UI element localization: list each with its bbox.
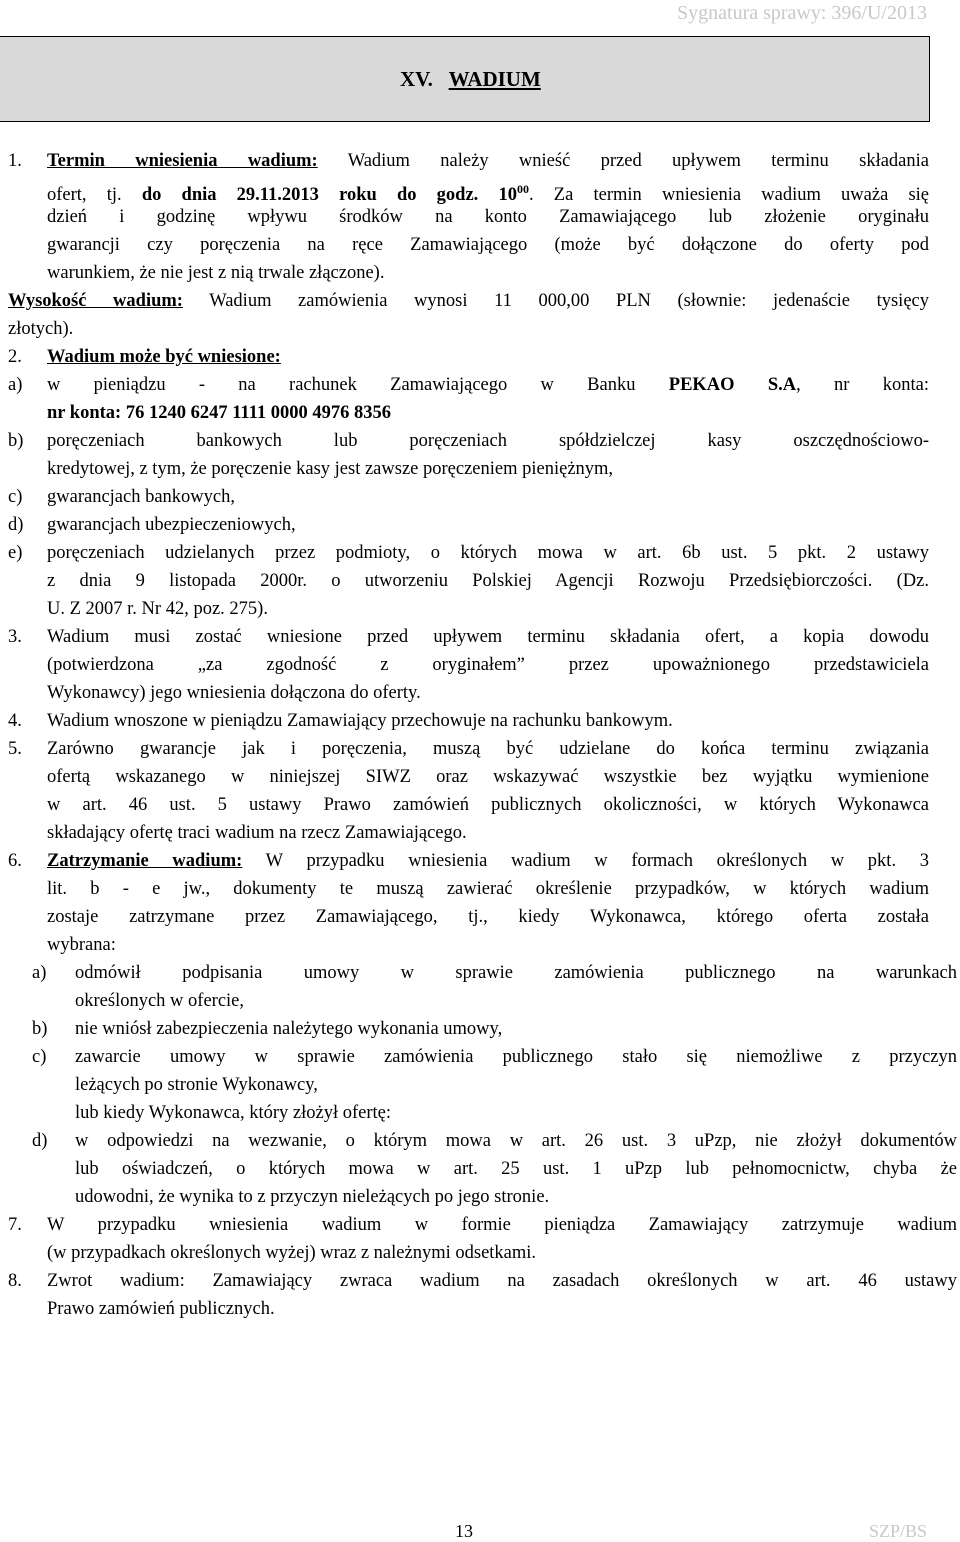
- item-number: 7.: [8, 1215, 22, 1235]
- list-item: gwarancjach bankowych,: [47, 487, 235, 507]
- paragraph-line: dzień i godzinę wpływu środków na konto Zamawiającego lub złożenie oryginału: [47, 207, 929, 227]
- paragraph-line: W przypadku wniesienia wadium w formie pieniądza Zamawiający zatrzymuje wadium: [47, 1215, 957, 1235]
- list-letter: b): [32, 1019, 48, 1039]
- list-item: gwarancjach ubezpieczeniowych,: [47, 515, 296, 535]
- list-item: kredytowej, z tym, że poręczenie kasy jest zawsze poręczeniem pieniężnym,: [47, 459, 614, 479]
- item-number: 3.: [8, 627, 22, 647]
- paragraph-line: wybrana:: [47, 935, 116, 955]
- paragraph-line: (potwierdzona „za zgodność z oryginałem” przez upoważnionego przedstawiciela: [47, 655, 929, 675]
- list-item: z dnia 9 listopada 2000r. o utworzeniu Polskiej Agencji Rozwoju Przedsiębiorczości. (Dz.: [47, 571, 929, 591]
- item-number: 4.: [8, 711, 22, 731]
- paragraph-line: w art. 46 ust. 5 ustawy Prawo zamówień publicznych okoliczności, w których Wykonawca: [47, 795, 929, 815]
- list-letter: d): [8, 515, 24, 535]
- list-item: zawarcie umowy w sprawie zamówienia publicznego stało się niemożliwe z przyczyn: [75, 1047, 957, 1067]
- paragraph-line: Zarówno gwarancje jak i poręczenia, muszą być udzielane do końca terminu związania: [47, 739, 929, 759]
- list-letter: d): [32, 1131, 48, 1151]
- paragraph-line: zostaje zatrzymane przez Zamawiającego, tj., kiedy Wykonawca, którego oferta została: [47, 907, 929, 927]
- list-letter: a): [32, 963, 47, 983]
- item-number: 1.: [8, 151, 22, 171]
- list-letter: c): [32, 1047, 47, 1067]
- section-header: [0, 36, 930, 122]
- paragraph-line: warunkiem, że nie jest z nią trwale złączone).: [47, 263, 385, 283]
- case-signature: Sygnatura sprawy: 396/U/2013: [677, 2, 927, 24]
- page-number: 13: [455, 1521, 473, 1541]
- footer-code: SZP/BS: [868, 1521, 927, 1541]
- bank-account-number: nr konta: 76 1240 6247 1111 0000 4976 8356: [47, 403, 392, 423]
- list-item: lub oświadczeń, o których mowa w art. 25 ust. 1 uPzp lub pełnomocnictw, chyba że: [75, 1159, 957, 1179]
- paragraph-line: Zatrzymanie wadium: W przypadku wniesienia wadium w formach określonych w pkt. 3: [47, 851, 929, 871]
- item-number: 8.: [8, 1271, 22, 1291]
- paragraph-line: Termin wniesienia wadium: Wadium należy wnieść przed upływem terminu składania: [47, 151, 929, 171]
- list-letter: a): [8, 375, 23, 395]
- deposit-amount-line: Wysokość wadium: Wadium zamówienia wynosi 11 000,00 PLN (słownie: jedenaście tysięcy: [8, 291, 929, 311]
- paragraph-line: składający ofertę traci wadium na rzecz Zamawiającego.: [47, 823, 467, 843]
- section-title: XV. WADIUM: [400, 67, 541, 91]
- list-letter: c): [8, 487, 23, 507]
- paragraph-line: Wadium może być wniesione:: [47, 347, 281, 367]
- list-item: U. Z 2007 r. Nr 42, poz. 275).: [47, 599, 268, 619]
- paragraph-line: lit. b - e jw., dokumenty te muszą zawierać określenie przypadków, w których wadium: [47, 879, 929, 899]
- paragraph-line: gwarancji czy poręczenia na ręce Zamawiającego (może być dołączone do oferty pod: [47, 235, 929, 255]
- deposit-amount-line: złotych).: [8, 319, 74, 339]
- item-number: 6.: [8, 851, 22, 871]
- paragraph-line: Zwrot wadium: Zamawiający zwraca wadium na zasadach określonych w art. 46 ustawy: [47, 1271, 957, 1291]
- list-item: w odpowiedzi na wezwanie, o którym mowa w art. 26 ust. 3 uPzp, nie złożył dokumentów: [75, 1131, 957, 1151]
- paragraph-line: Wadium musi zostać wniesione przed upływem terminu składania ofert, a kopia dowodu: [47, 627, 929, 647]
- list-item: udowodni, że wynika to z przyczyn nieleżących po jego stronie.: [75, 1187, 550, 1207]
- paragraph-line: ofert, tj. do dnia 29.11.2013 roku do godz. $10^{00}$. Za termin wniesienia wadium uważa się: [47, 182, 930, 206]
- paragraph-line: (w przypadkach określonych wyżej) wraz z należnymi odsetkami.: [47, 1243, 537, 1263]
- paragraph-line: Wykonawcy) jego wniesienia dołączona do oferty.: [47, 683, 421, 703]
- item-number: 2.: [8, 347, 22, 367]
- list-item: lub kiedy Wykonawca, który złożył ofertę:: [75, 1103, 392, 1123]
- list-letter: e): [8, 543, 23, 563]
- item-number: 5.: [8, 739, 22, 759]
- list-item: w pieniądzu - na rachunek Zamawiającego w Banku PEKAO S.A, nr konta:: [47, 375, 929, 395]
- list-letter: b): [8, 431, 24, 451]
- paragraph-line: ofertą wskazanego w niniejszej SIWZ oraz wskazywać wszystkie bez wyjątku wymienione: [47, 767, 929, 787]
- list-item: określonych w ofercie,: [75, 991, 245, 1011]
- paragraph-line: Prawo zamówień publicznych.: [47, 1299, 275, 1319]
- list-item: nie wniósł zabezpieczenia należytego wykonania umowy,: [75, 1019, 503, 1039]
- paragraph-line: Wadium wnoszone w pieniądzu Zamawiający przechowuje na rachunku bankowym.: [47, 711, 673, 731]
- list-item: leżących po stronie Wykonawcy,: [75, 1075, 318, 1095]
- list-item: odmówił podpisania umowy w sprawie zamówienia publicznego na warunkach: [75, 963, 957, 983]
- list-item: poręczeniach udzielanych przez podmioty, o których mowa w art. 6b ust. 5 pkt. 2 ustawy: [47, 543, 929, 563]
- list-item: poręczeniach bankowych lub poręczeniach spółdzielczej kasy oszczędnościowo-: [47, 431, 929, 451]
